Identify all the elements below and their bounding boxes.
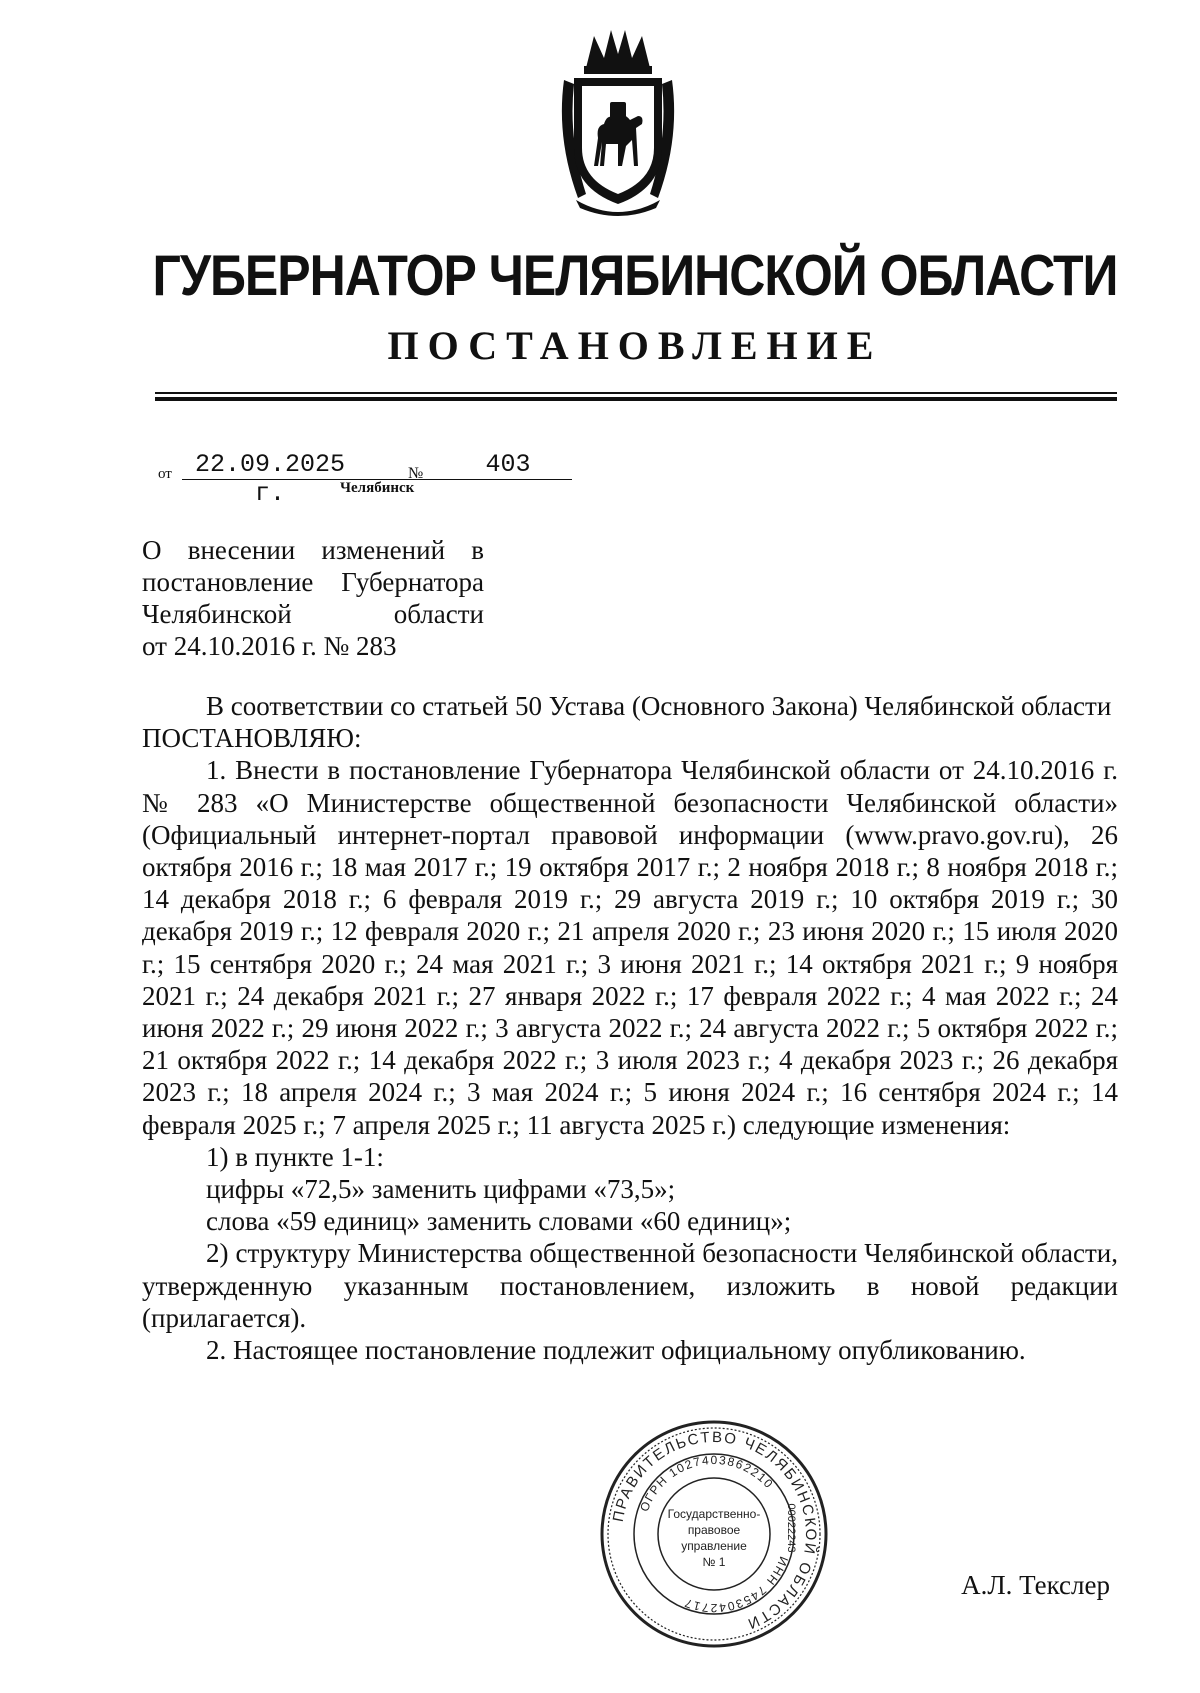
official-seal [598,1418,830,1650]
seal-ring-text: ПРАВИТЕЛЬСТВО ЧЕЛЯБИНСКОЙ ОБЛАСТИ [609,1428,820,1633]
document-subject [142,534,484,662]
issue-city: Челябинск [340,480,415,496]
issuer-title: ГУБЕРНАТОР ЧЕЛЯБИНСКОЙ ОБЛАСТИ [152,243,1118,308]
document-number: 403 [485,450,531,479]
number-sign: № [408,465,424,482]
seal-center-line: управление [681,1539,747,1553]
preamble: В соответствии со статьей 50 Устава (Основного Закона) Челябинской области [206,691,1112,721]
item-1-1: 1) в пункте 1-1: [206,1141,384,1172]
seal-inn: ИНН 7453042717 [681,1554,791,1616]
item-1-1-b: слова «59 единиц» заменить словами «60 единиц»; [206,1206,792,1237]
document-date: 22.09.2025 г. [194,450,346,508]
date-prefix: от [158,466,172,482]
item-1-1-a: цифры «72,5» заменить цифрами «73,5»; [206,1174,676,1205]
header-rule-thin [155,392,1117,394]
subject-line: О внесении изменений в [142,535,484,565]
subject-line: постановление Губернатора [142,567,484,597]
seal-ogrn: ОГРН 1027403862210 [637,1452,777,1514]
seal-code: 00022243 [785,1503,797,1553]
coat-of-arms-emblem [556,28,680,218]
header-rule-thick [155,397,1117,401]
subject-line: Челябинской области [142,599,484,629]
seal-center-line: Государственно- [667,1507,761,1521]
document-type: ПОСТАНОВЛЕНИЕ [387,323,883,368]
subject-line: от 24.10.2016 г. № 283 [142,631,397,661]
item-2: 2. Настоящее постановление подлежит официальному опубликованию. [206,1335,1026,1366]
seal-center-line: № 1 [702,1555,726,1569]
decree-word: ПОСТАНОВЛЯЮ: [142,723,362,754]
seal-center-line: правовое [687,1523,741,1537]
document-body [142,690,1118,1366]
signatory-name: А.Л. Текслер [961,1570,1110,1600]
item-1-2: 2) структуру Министерства общественной безопасности Челябинской области, утвержденную указанным постановлением, изложить в новой редакции (прилагается). [142,1238,1118,1333]
item-1: 1. Внести в постановление Губернатора Челябинской области от 24.10.2016 г. № 283 «О Министерстве общественной безопасности Челябинской области» (Официальный интернет-портал правовой информации (www.pravo.gov.ru), 26 октября 2016 г.; 18 мая 2017 г.; 19 октября 2017 г.; 2 ноября 2018 г.; 8 ноября 2018 г.; 14 декабря 2018 г.; 6 февраля 2019 г.; 29 августа 2019 г.; 10 октября 2019 г.; 30 декабря 2019 г.; 12 февраля 2020 г.; 21 апреля 2020 г.; 23 июня 2020 г.; 15 июля 2020 г.; 15 сентября 2020 г.; 24 мая 2021 г.; 3 июня 2021 г.; 14 октября 2021 г.; 9 ноября 2021 г.; 24 декабря 2021 г.; 27 января 2022 г.; 17 февраля 2022 г.; 4 мая 2022 г.; 24 июня 2022 г.; 29 июня 2022 г.; 3 августа 2022 г.; 24 августа 2022 г.; 5 октября 2022 г.; 21 октября 2022 г.; 14 декабря 2022 г.; 3 июля 2023 г.; 4 декабря 2023 г.; 26 декабря 2023 г.; 18 апреля 2024 г.; 3 мая 2024 г.; 5 июня 2024 г.; 16 сентября 2024 г.; 14 февраля 2025 г.; 7 апреля 2025 г.; 11 августа 2025 г.) следующие изменения: [142,755,1118,1140]
